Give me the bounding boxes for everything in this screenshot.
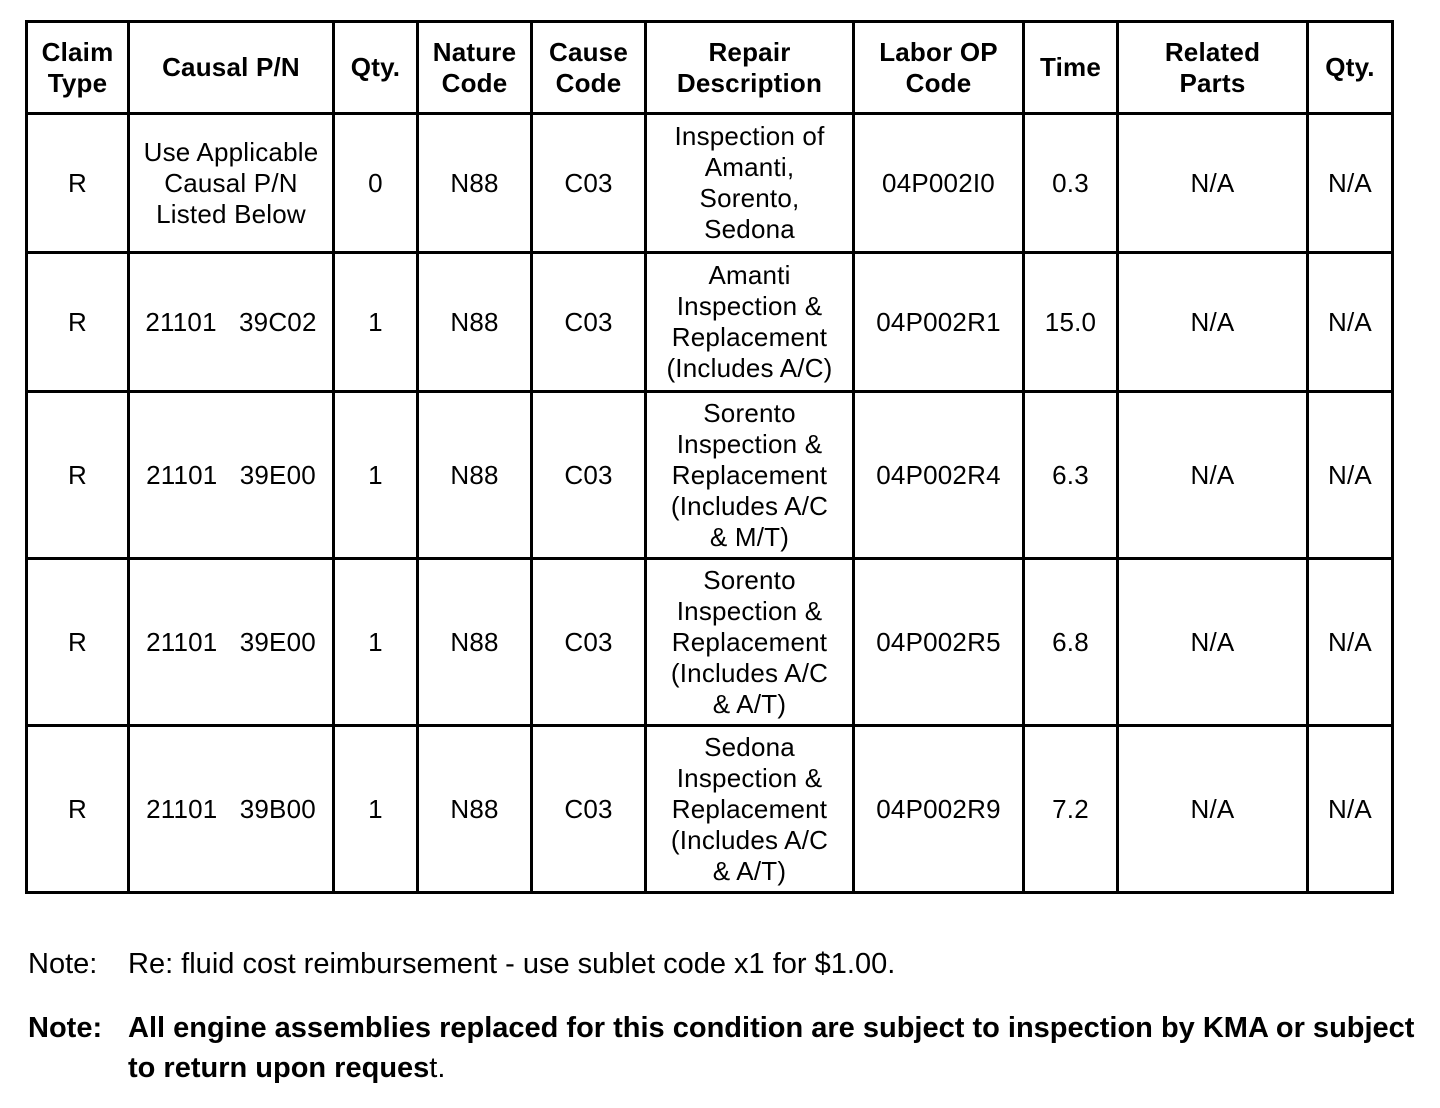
cell-related-qty: N/A	[1308, 559, 1393, 726]
cell-claim-type: R	[27, 253, 129, 392]
cell-causal-pn: 21101 39B00	[129, 726, 334, 893]
cell-nature-code: N88	[418, 253, 532, 392]
cell-nature-code: N88	[418, 392, 532, 559]
note-label: Note:	[28, 1012, 103, 1044]
note-text-wrapper	[128, 1008, 1418, 1088]
note-text: Re: fluid cost reimbursement - use sublet code x1 for $1.00.	[128, 948, 896, 980]
note-text-tail: t.	[429, 1052, 446, 1084]
header-causal-pn: Causal P/N	[129, 22, 334, 114]
header-claim-type: Claim Type	[27, 22, 129, 114]
cell-repair-description: Amanti Inspection & Replacement (Includes A/C)	[646, 253, 854, 392]
cell-qty: 1	[334, 253, 418, 392]
cell-repair-description: Sedona Inspection & Replacement (Includes A/C & A/T)	[646, 726, 854, 893]
cell-related-qty: N/A	[1308, 726, 1393, 893]
header-labor-op-code: Labor OP Code	[854, 22, 1024, 114]
cell-time: 6.8	[1024, 559, 1118, 726]
cell-claim-type: R	[27, 726, 129, 893]
cell-related-qty: N/A	[1308, 114, 1393, 253]
cell-time: 7.2	[1024, 726, 1118, 893]
note-text: All engine assemblies replaced for this condition are subject to inspection by KMA or subject to return upon reques	[128, 1012, 1415, 1084]
header-nature-code: Nature Code	[418, 22, 532, 114]
header-cause-code: Cause Code	[532, 22, 646, 114]
cell-related-parts: N/A	[1118, 114, 1308, 253]
cell-related-parts: N/A	[1118, 392, 1308, 559]
fluid-cost-note	[28, 944, 1418, 984]
note-label: Note:	[28, 948, 98, 980]
table-row	[27, 726, 1393, 893]
cell-cause-code: C03	[532, 114, 646, 253]
table-header-row	[27, 22, 1393, 114]
notes-section	[28, 944, 1418, 1088]
cell-qty: 1	[334, 559, 418, 726]
cell-causal-pn: 21101 39C02	[129, 253, 334, 392]
claim-codes-table	[25, 20, 1394, 894]
cell-related-qty: N/A	[1308, 392, 1393, 559]
cell-labor-op-code: 04P002R1	[854, 253, 1024, 392]
cell-time: 0.3	[1024, 114, 1118, 253]
cell-cause-code: C03	[532, 559, 646, 726]
cell-nature-code: N88	[418, 559, 532, 726]
cell-time: 6.3	[1024, 392, 1118, 559]
cell-claim-type: R	[27, 559, 129, 726]
header-related-qty: Qty.	[1308, 22, 1393, 114]
cell-qty: 1	[334, 726, 418, 893]
table-row	[27, 114, 1393, 253]
cell-labor-op-code: 04P002R4	[854, 392, 1024, 559]
cell-repair-description: Sorento Inspection & Replacement (Includes A/C & M/T)	[646, 392, 854, 559]
header-qty: Qty.	[334, 22, 418, 114]
cell-nature-code: N88	[418, 726, 532, 893]
cell-related-parts: N/A	[1118, 559, 1308, 726]
table-row	[27, 559, 1393, 726]
cell-causal-pn: 21101 39E00	[129, 392, 334, 559]
engine-assembly-note	[28, 1008, 1418, 1088]
cell-claim-type: R	[27, 392, 129, 559]
cell-cause-code: C03	[532, 726, 646, 893]
cell-causal-pn: 21101 39E00	[129, 559, 334, 726]
cell-labor-op-code: 04P002R5	[854, 559, 1024, 726]
header-time: Time	[1024, 22, 1118, 114]
cell-repair-description: Sorento Inspection & Replacement (Includes A/C & A/T)	[646, 559, 854, 726]
cell-qty: 0	[334, 114, 418, 253]
cell-repair-description: Inspection of Amanti, Sorento, Sedona	[646, 114, 854, 253]
header-repair-description: Repair Description	[646, 22, 854, 114]
cell-labor-op-code: 04P002R9	[854, 726, 1024, 893]
cell-claim-type: R	[27, 114, 129, 253]
cell-qty: 1	[334, 392, 418, 559]
cell-causal-pn: Use Applicable Causal P/N Listed Below	[129, 114, 334, 253]
cell-related-qty: N/A	[1308, 253, 1393, 392]
cell-related-parts: N/A	[1118, 726, 1308, 893]
table-row	[27, 253, 1393, 392]
cell-cause-code: C03	[532, 392, 646, 559]
cell-labor-op-code: 04P002I0	[854, 114, 1024, 253]
cell-cause-code: C03	[532, 253, 646, 392]
header-related-parts: Related Parts	[1118, 22, 1308, 114]
cell-related-parts: N/A	[1118, 253, 1308, 392]
cell-nature-code: N88	[418, 114, 532, 253]
cell-time: 15.0	[1024, 253, 1118, 392]
table-row	[27, 392, 1393, 559]
